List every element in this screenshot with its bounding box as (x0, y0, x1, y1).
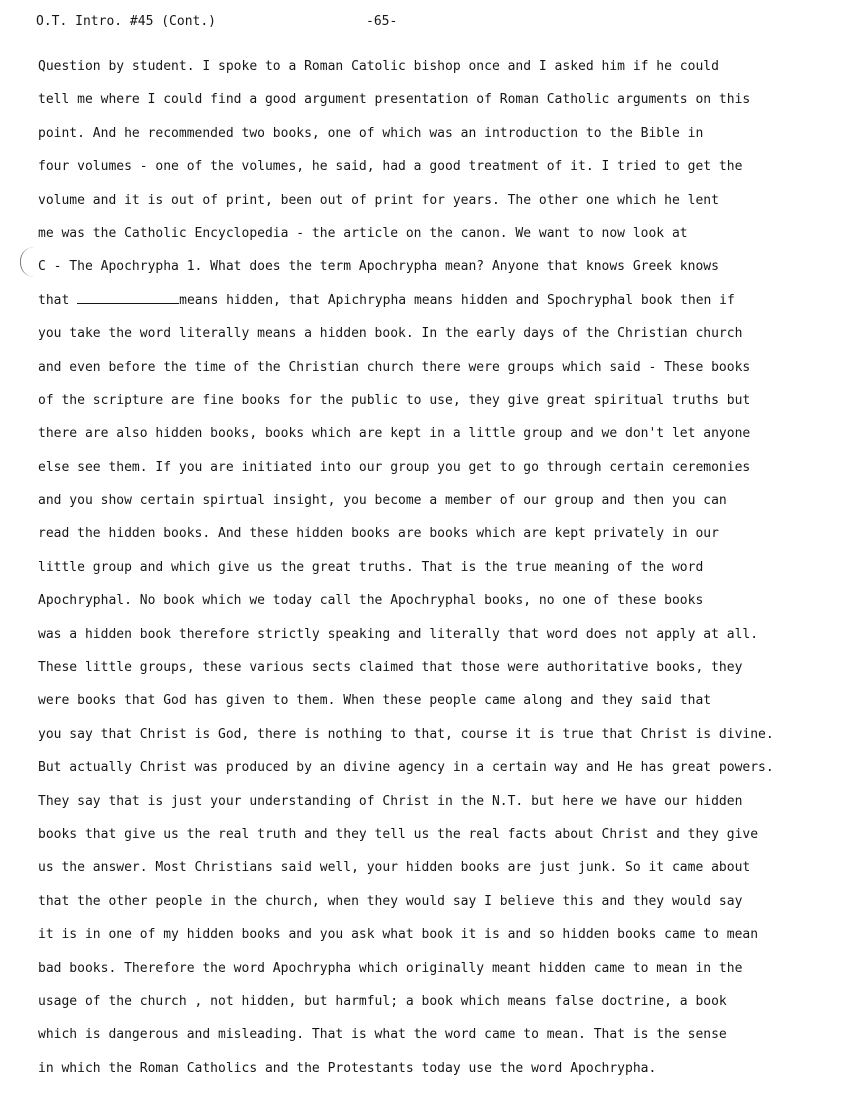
text-line-21: you say that Christ is God, there is nothing to that, course it is true that Christ is divine. (38, 726, 774, 742)
fill-in-blank (77, 293, 179, 304)
line-8-before-blank: that (38, 292, 78, 308)
text-line-29: usage of the church , not hidden, but harmful; a book which means false doctrine, a book (38, 993, 727, 1009)
text-line-7: C - The Apochrypha 1. What does the term Apochrypha mean? Anyone that knows Greek knows (38, 259, 719, 275)
page-number: -65- (366, 14, 398, 29)
text-line-14: and you show certain spirtual insight, you become a member of our group and then you can (38, 493, 727, 509)
text-line-31: in which the Roman Catholics and the Protestants today use the word Apochrypha. (38, 1060, 657, 1076)
text-line-27: it is in one of my hidden books and you ask what book it is and so hidden books came to mean (38, 927, 759, 943)
text-line-10: and even before the time of the Christian church there were groups which said - These books (38, 359, 751, 375)
header-title: O.T. Intro. #45 (Cont.) (36, 14, 217, 29)
text-line-13: else see them. If you are initiated into our group you get to go through certain ceremonies (38, 459, 751, 475)
text-line-24: books that give us the real truth and they tell us the real facts about Christ and they give (38, 826, 759, 842)
line-8-after-blank: means hidden, that Apichrypha means hidden and Spochryphal book then if (179, 292, 735, 308)
text-line-20: were books that God has given to them. When these people came along and they said that (38, 693, 712, 709)
text-line-28: bad books. Therefore the word Apochrypha which originally meant hidden came to mean in the (38, 960, 743, 976)
text-line-26: that the other people in the church, when they would say I believe this and they would say (38, 893, 743, 909)
page-header (36, 14, 398, 29)
text-line-11: of the scripture are fine books for the public to use, they give great spiritual truths but (38, 392, 751, 408)
text-line-8 (38, 284, 838, 317)
text-line-15: read the hidden books. And these hidden books are books which are kept privately in our (38, 526, 719, 542)
text-line-2: tell me where I could find a good argument presentation of Roman Catholic arguments on this (38, 92, 751, 108)
text-line-16: little group and which give us the great truths. That is the true meaning of the word (38, 559, 704, 575)
transcript-body (38, 50, 838, 1085)
text-line-6: me was the Catholic Encyclopedia - the article on the canon. We want to now look at (38, 225, 688, 241)
text-line-25: us the answer. Most Christians said well, your hidden books are just junk. So it came about (38, 860, 751, 876)
text-line-4: four volumes - one of the volumes, he said, had a good treatment of it. I tried to get the (38, 159, 743, 175)
text-line-18: was a hidden book therefore strictly speaking and literally that word does not apply at all. (38, 626, 759, 642)
text-line-23: They say that is just your understanding of Christ in the N.T. but here we have our hidden (38, 793, 743, 809)
text-line-12: there are also hidden books, books which are kept in a little group and we don't let anyone (38, 426, 751, 442)
margin-bracket-mark (20, 247, 35, 277)
text-line-5: volume and it is out of print, been out of print for years. The other one which he lent (38, 192, 719, 208)
text-line-9: you take the word literally means a hidden book. In the early days of the Christian church (38, 326, 743, 342)
text-line-19: These little groups, these various sects claimed that those were authoritative books, they (38, 660, 743, 676)
text-line-17: Apochryphal. No book which we today call the Apochryphal books, no one of these books (38, 593, 704, 609)
text-line-22: But actually Christ was produced by an divine agency in a certain way and He has great powers. (38, 760, 774, 776)
text-line-30: which is dangerous and misleading. That is what the word came to mean. That is the sense (38, 1027, 727, 1043)
text-line-3: point. And he recommended two books, one of which was an introduction to the Bible in (38, 125, 704, 141)
text-line-1: Question by student. I spoke to a Roman Catolic bishop once and I asked him if he could (38, 59, 719, 74)
